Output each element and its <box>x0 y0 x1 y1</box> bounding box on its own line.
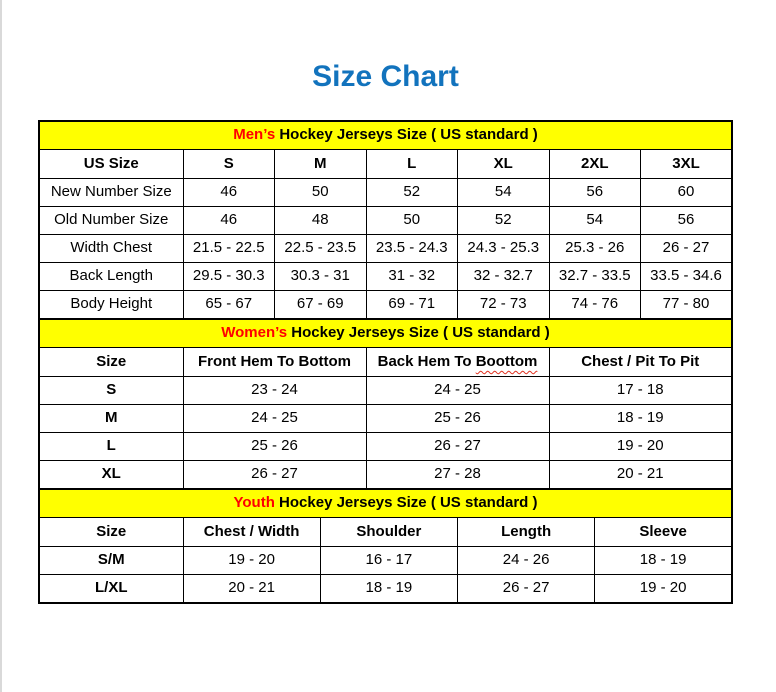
size-value-cell: 27 - 28 <box>366 461 549 490</box>
table-row <box>39 433 732 461</box>
mens-size-table <box>38 120 733 320</box>
section-heading-highlight: Women’s <box>221 324 288 342</box>
youth-column-header-row <box>39 518 732 547</box>
size-value-cell: 22.5 - 23.5 <box>275 235 367 263</box>
mens-section-heading <box>39 121 732 150</box>
size-value-cell: 46 <box>183 179 275 207</box>
youth-size-table <box>38 488 733 604</box>
size-value-cell: 26 - 27 <box>641 235 733 263</box>
size-value-cell: 65 - 67 <box>183 291 275 320</box>
size-value-cell: 26 - 27 <box>366 433 549 461</box>
size-value-cell: 60 <box>641 179 733 207</box>
row-label: New Number Size <box>39 179 183 207</box>
column-header: Sleeve <box>595 518 732 547</box>
section-heading-text: Hockey Jerseys Size ( US standard ) <box>274 494 538 512</box>
table-row <box>39 461 732 490</box>
size-value-cell: 56 <box>549 179 641 207</box>
section-heading-highlight: Youth <box>233 494 275 512</box>
size-value-cell: 74 - 76 <box>549 291 641 320</box>
row-label: L <box>39 433 183 461</box>
size-value-cell: 25.3 - 26 <box>549 235 641 263</box>
table-row <box>39 235 732 263</box>
row-label: S <box>39 377 183 405</box>
mens-section-heading-row <box>39 121 732 150</box>
size-value-cell: 18 - 19 <box>595 547 732 575</box>
table-row <box>39 179 732 207</box>
size-value-cell: 54 <box>458 179 550 207</box>
size-value-cell: 32.7 - 33.5 <box>549 263 641 291</box>
row-label: Width Chest <box>39 235 183 263</box>
size-value-cell: 33.5 - 34.6 <box>641 263 733 291</box>
size-value-cell: 56 <box>641 207 733 235</box>
row-label: Old Number Size <box>39 207 183 235</box>
size-value-cell: 23.5 - 24.3 <box>366 235 458 263</box>
row-label: Back Length <box>39 263 183 291</box>
column-header: Shoulder <box>320 518 457 547</box>
column-header: XL <box>458 150 550 179</box>
size-value-cell: 26 - 27 <box>458 575 595 604</box>
size-value-cell: 29.5 - 30.3 <box>183 263 275 291</box>
section-heading-text: Hockey Jerseys Size ( US standard ) <box>287 324 550 342</box>
table-row <box>39 377 732 405</box>
size-value-cell: 50 <box>275 179 367 207</box>
row-label: M <box>39 405 183 433</box>
section-heading-highlight: Men’s <box>233 126 276 144</box>
column-header: Size <box>39 518 183 547</box>
size-value-cell: 25 - 26 <box>366 405 549 433</box>
size-value-cell: 23 - 24 <box>183 377 366 405</box>
misspelled-word: Boottom <box>475 352 538 370</box>
column-header: 3XL <box>641 150 733 179</box>
column-header: Chest / Pit To Pit <box>549 348 732 377</box>
size-value-cell: 21.5 - 22.5 <box>183 235 275 263</box>
page-title: Size Chart <box>312 60 459 93</box>
womens-size-table <box>38 318 733 490</box>
size-value-cell: 17 - 18 <box>549 377 732 405</box>
size-value-cell: 19 - 20 <box>183 547 320 575</box>
column-header: Chest / Width <box>183 518 320 547</box>
size-value-cell: 24 - 25 <box>183 405 366 433</box>
column-header: US Size <box>39 150 183 179</box>
column-header: L <box>366 150 458 179</box>
row-label: XL <box>39 461 183 490</box>
table-row <box>39 291 732 320</box>
size-value-cell: 69 - 71 <box>366 291 458 320</box>
size-value-cell: 26 - 27 <box>183 461 366 490</box>
womens-column-header-row <box>39 348 732 377</box>
row-label: Body Height <box>39 291 183 320</box>
womens-section-heading <box>39 319 732 348</box>
size-value-cell: 25 - 26 <box>183 433 366 461</box>
window-left-edge <box>0 0 2 692</box>
size-value-cell: 20 - 21 <box>549 461 732 490</box>
size-value-cell: 48 <box>275 207 367 235</box>
size-value-cell: 16 - 17 <box>320 547 457 575</box>
size-value-cell: 52 <box>366 179 458 207</box>
size-value-cell: 18 - 19 <box>320 575 457 604</box>
size-tables <box>38 120 733 604</box>
size-value-cell: 52 <box>458 207 550 235</box>
size-value-cell: 77 - 80 <box>641 291 733 320</box>
size-value-cell: 20 - 21 <box>183 575 320 604</box>
youth-section-heading <box>39 489 732 518</box>
column-header: S <box>183 150 275 179</box>
table-row <box>39 405 732 433</box>
size-value-cell: 24 - 25 <box>366 377 549 405</box>
column-header: Size <box>39 348 183 377</box>
size-value-cell: 46 <box>183 207 275 235</box>
womens-section-heading-row <box>39 319 732 348</box>
youth-section-heading-row <box>39 489 732 518</box>
size-value-cell: 19 - 20 <box>595 575 732 604</box>
table-row <box>39 575 732 604</box>
row-label: L/XL <box>39 575 183 604</box>
column-header: 2XL <box>549 150 641 179</box>
mens-column-header-row <box>39 150 732 179</box>
column-header: Front Hem To Bottom <box>183 348 366 377</box>
table-row <box>39 207 732 235</box>
column-header: M <box>275 150 367 179</box>
size-value-cell: 24.3 - 25.3 <box>458 235 550 263</box>
section-heading-text: Hockey Jerseys Size ( US standard ) <box>275 126 538 144</box>
column-header-text: Back Hem To <box>377 352 476 370</box>
size-value-cell: 31 - 32 <box>366 263 458 291</box>
row-label: S/M <box>39 547 183 575</box>
size-value-cell: 24 - 26 <box>458 547 595 575</box>
size-value-cell: 30.3 - 31 <box>275 263 367 291</box>
size-value-cell: 50 <box>366 207 458 235</box>
size-value-cell: 32 - 32.7 <box>458 263 550 291</box>
size-value-cell: 54 <box>549 207 641 235</box>
size-value-cell: 72 - 73 <box>458 291 550 320</box>
column-header: Length <box>458 518 595 547</box>
table-row <box>39 547 732 575</box>
size-value-cell: 67 - 69 <box>275 291 367 320</box>
size-value-cell: 19 - 20 <box>549 433 732 461</box>
column-header <box>366 348 549 377</box>
size-value-cell: 18 - 19 <box>549 405 732 433</box>
table-row <box>39 263 732 291</box>
